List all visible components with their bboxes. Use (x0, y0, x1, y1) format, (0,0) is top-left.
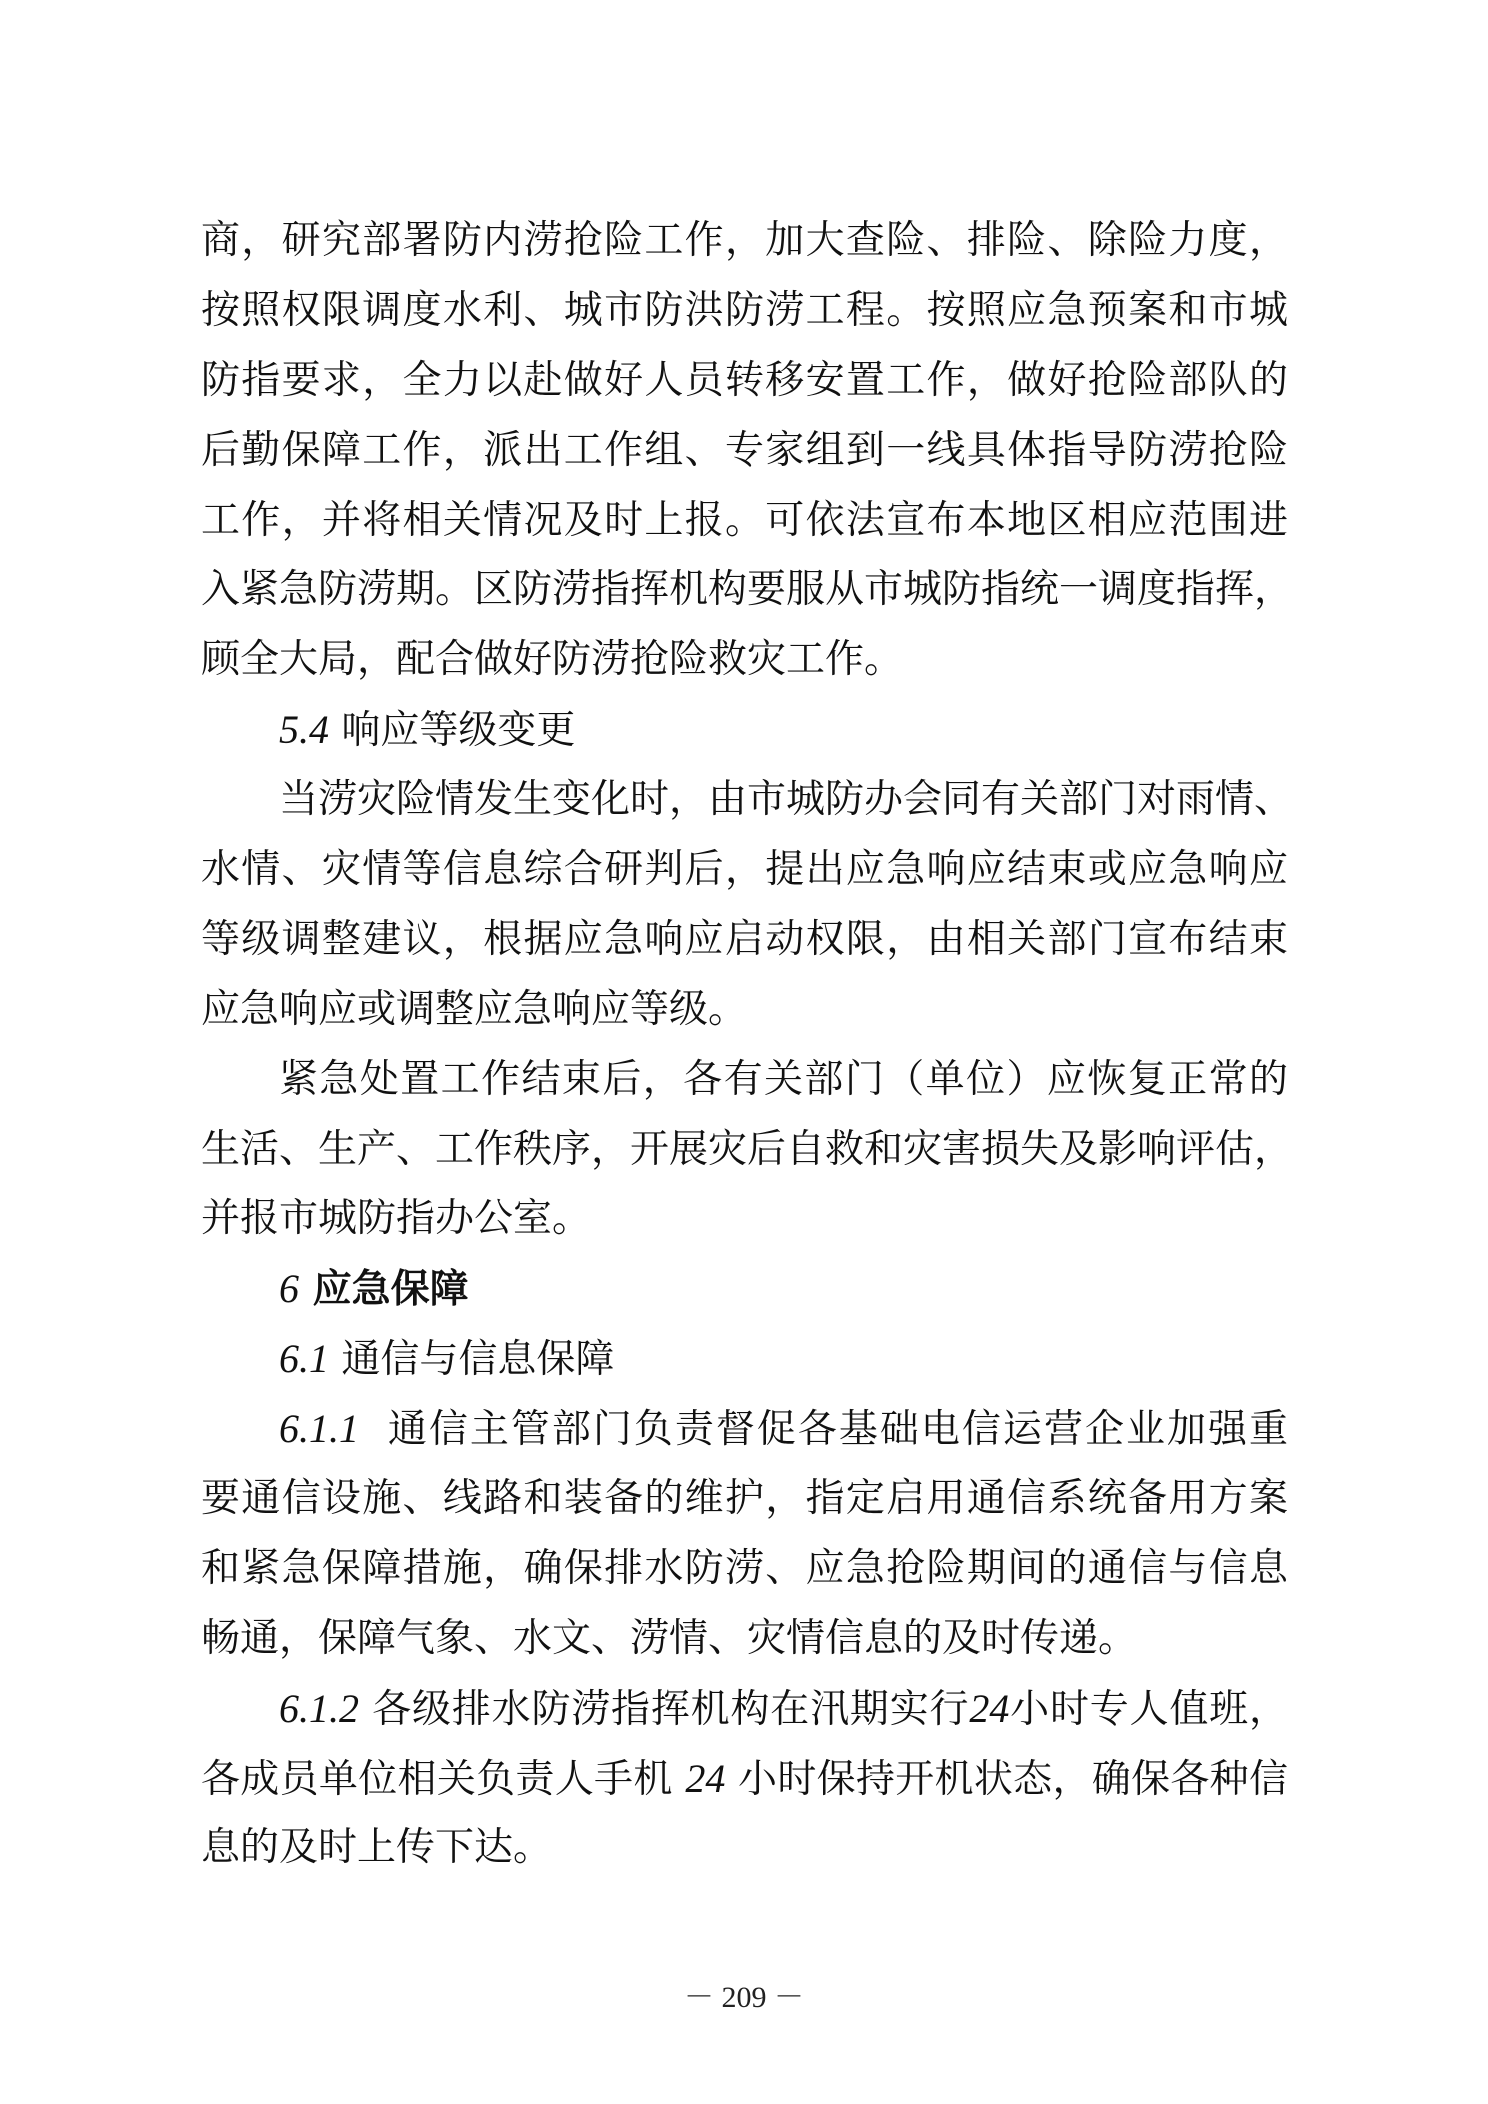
text-line: 息的及时上传下达。 (201, 1825, 553, 1871)
text-line: 生活、生产、工作秩序，开展灾后自救和灾害损失及影响评估， (201, 1126, 1294, 1172)
text-line: 并报市城防指办公室。 (201, 1196, 592, 1242)
section-title: 通信与信息保障 (341, 1337, 615, 1383)
section-title: 响应等级变更 (341, 708, 576, 754)
document-body (201, 206, 1294, 1883)
text-line (201, 1394, 1288, 1464)
text-line: 紧急处置工作结束后，各有关部门（单位）应恢复正常的 (279, 1056, 1288, 1102)
section-number: 6.1 (279, 1336, 329, 1382)
text-line: 水情、灾情等信息综合研判后，提出应急响应结束或应急响应 (201, 847, 1288, 893)
text-line: 防指要求，全力以赴做好人员转移安置工作，做好抢险部队的 (201, 357, 1288, 403)
text-line: 当涝灾险情发生变化时，由市城防办会同有关部门对雨情、 (279, 777, 1294, 823)
text-line: 和紧急保障措施，确保排水防涝、应急抢险期间的通信与信息 (201, 1545, 1288, 1591)
clause-text: 通信主管部门负责督促各基础电信运营企业加强重 (387, 1407, 1288, 1453)
text-line (201, 1744, 1288, 1814)
chapter-heading-6 (201, 1254, 1288, 1324)
hours-number: 24 (685, 1755, 726, 1801)
page-number: － 209 － (684, 1981, 804, 2014)
clause-text: 小时专人值班， (1009, 1686, 1288, 1732)
text-line: 畅通，保障气象、水文、涝情、灾情信息的及时传递。 (201, 1615, 1138, 1661)
clause-text: 小时保持开机状态，确保各种信 (738, 1756, 1288, 1802)
text-line: 要通信设施、线路和装备的维护，指定启用通信系统备用方案 (201, 1476, 1288, 1522)
clause-text: 各成员单位相关负责人手机 (201, 1756, 673, 1802)
text-line: 按照权限调度水利、城市防洪防涝工程。按照应急预案和市城 (201, 287, 1288, 333)
clause-number: 6.1.2 (279, 1685, 359, 1731)
hours-number: 24 (969, 1685, 1010, 1731)
text-line (201, 1674, 1288, 1744)
chapter-title: 应急保障 (312, 1266, 469, 1313)
chapter-number: 6 (279, 1266, 299, 1312)
text-line: 工作，并将相关情况及时上报。可依法宣布本地区相应范围进 (201, 497, 1288, 543)
text-line: 入紧急防涝期。区防涝指挥机构要服从市城防指统一调度指挥， (201, 567, 1294, 613)
text-line: 等级调整建议，根据应急响应启动权限，由相关部门宣布结束 (201, 916, 1288, 962)
section-number: 5.4 (279, 707, 329, 753)
section-heading-5-4 (201, 695, 1288, 765)
text-line: 应急响应或调整应急响应等级。 (201, 986, 748, 1032)
text-line: 商，研究部署防内涝抢险工作，加大查险、排险、除险力度， (201, 218, 1288, 263)
section-heading-6-1 (201, 1324, 1288, 1394)
text-line: 顾全大局，配合做好防涝抢险救灾工作。 (201, 637, 904, 683)
text-line: 后勤保障工作，派出工作组、专家组到一线具体指导防涝抢险 (201, 427, 1288, 473)
clause-text: 各级排水防涝指挥机构在汛期实行 (372, 1686, 970, 1732)
clause-number: 6.1.1 (279, 1406, 359, 1452)
